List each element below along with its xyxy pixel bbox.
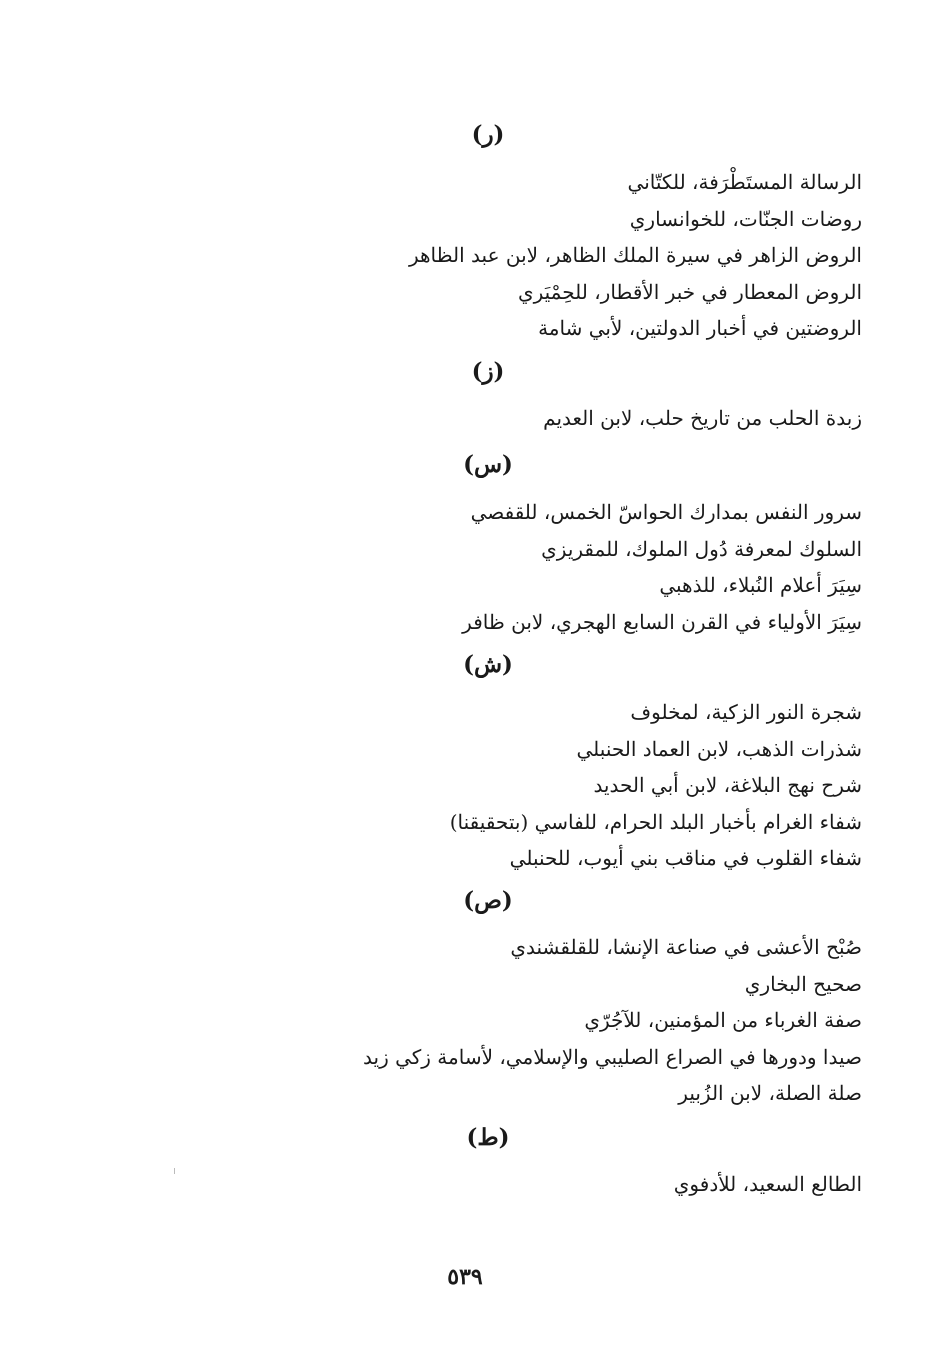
section-heading-sin: (س) [463, 451, 513, 478]
section-entries-ta [302, 1166, 862, 1203]
section-entries-sad [302, 929, 862, 1112]
list-item: صُبْح الأعشى في صناعة الإنشا، للقلقشندي [510, 935, 862, 959]
page-number: ٥٣٩ [447, 1264, 483, 1290]
list-item: الروضتين في أخبار الدولتين، لأبي شامة [538, 316, 862, 341]
list-item: الرسالة المستَطْرَفة، للكتّاني [627, 170, 862, 194]
section-heading-ra: (ر) [471, 121, 505, 148]
list-item: سِيَرَ الأولياء في القرن السابع الهجري، لابن ظافر [462, 609, 862, 634]
list-item: زبدة الحلب من تاريخ حلب، لابن العديم [543, 406, 862, 430]
list-item: الروض المعطار في خبر الأقطار، للحِمْيَري [517, 279, 862, 304]
list-item: شرح نهج البلاغة، لابن أبي الحديد [593, 773, 862, 798]
list-item: صحيح البخاري [744, 971, 862, 996]
margin-mark [174, 1168, 175, 1174]
section-heading-ta: (ط) [466, 1124, 510, 1151]
list-item: شفاء القلوب في مناقب بني أيوب، للحنبلي [509, 846, 862, 871]
list-item: سِيَرَ أعلام النُبلاء، للذهبي [659, 573, 862, 598]
section-heading-zay: (ز) [471, 358, 505, 385]
section-heading-shin: (ش) [463, 651, 513, 678]
list-item: صفة الغرباء من المؤمنين، للآجُرّي [584, 1008, 862, 1033]
list-item: سرور النفس بمدارك الحواسّ الخمس، للقفصي [470, 500, 862, 524]
list-item: روضات الجنّات، للخوانساري [629, 206, 862, 231]
list-item: السلوك لمعرفة دُول الملوك، للمقريزي [541, 536, 862, 561]
list-item: الروض الزاهر في سيرة الملك الظاهر، لابن عبد الظاهر [408, 243, 862, 268]
section-entries-sin [302, 494, 862, 640]
section-entries-zay [302, 400, 862, 437]
list-item: شفاء الغرام بأخبار البلد الحرام، للفاسي (بتحقيقنا) [449, 809, 862, 834]
section-entries-shin [302, 694, 862, 877]
section-entries-ra [302, 164, 862, 347]
list-item: الطالع السعيد، للأدفوي [673, 1172, 862, 1196]
list-item: شذرات الذهب، لابن العماد الحنبلي [576, 736, 862, 761]
list-item: صلة الصلة، لابن الزُبير [678, 1081, 862, 1106]
list-item: صيدا ودورها في الصراع الصليبي والإسلامي، لأسامة زكي زيد [363, 1044, 862, 1069]
section-heading-sad: (ص) [463, 887, 513, 914]
list-item: شجرة النور الزكية، لمخلوف [630, 700, 862, 724]
